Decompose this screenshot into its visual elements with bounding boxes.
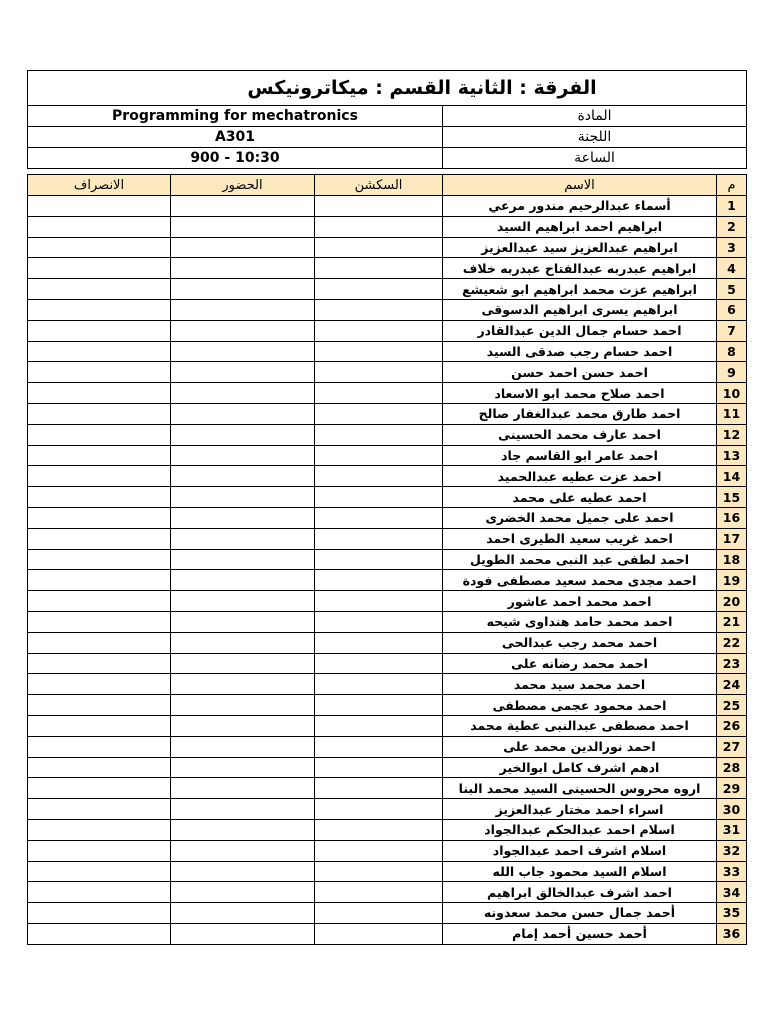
section-cell[interactable] bbox=[315, 424, 443, 445]
table-row bbox=[28, 757, 747, 778]
section-cell[interactable] bbox=[315, 258, 443, 279]
table-row bbox=[28, 362, 747, 383]
departure-cell[interactable] bbox=[28, 237, 171, 258]
committee-label: اللجنة bbox=[443, 127, 747, 148]
student-name: ابراهيم عبدالعزيز سيد عبدالعزيز bbox=[443, 237, 717, 258]
student-name: احمد حسن احمد حسن bbox=[443, 362, 717, 383]
departure-cell[interactable] bbox=[28, 299, 171, 320]
section-cell[interactable] bbox=[315, 715, 443, 736]
row-number: 33 bbox=[717, 861, 747, 882]
student-name: ادهم اشرف كامل ابوالخير bbox=[443, 757, 717, 778]
row-number: 23 bbox=[717, 653, 747, 674]
table-row bbox=[28, 216, 747, 237]
departure-cell[interactable] bbox=[28, 362, 171, 383]
attendance-cell[interactable] bbox=[171, 591, 315, 612]
row-number: 32 bbox=[717, 840, 747, 861]
departure-cell[interactable] bbox=[28, 923, 171, 944]
row-number: 2 bbox=[717, 216, 747, 237]
section-cell[interactable] bbox=[315, 362, 443, 383]
departure-cell[interactable] bbox=[28, 424, 171, 445]
section-cell[interactable] bbox=[315, 216, 443, 237]
title-cell bbox=[28, 71, 747, 106]
student-name: احمد محمد سيد محمد bbox=[443, 674, 717, 695]
table-row bbox=[28, 279, 747, 300]
column-header-name: الاسم bbox=[443, 175, 717, 196]
row-number: 36 bbox=[717, 923, 747, 944]
row-number: 1 bbox=[717, 196, 747, 217]
section-cell[interactable] bbox=[315, 549, 443, 570]
column-header-attendance: الحضور bbox=[171, 175, 315, 196]
row-number: 16 bbox=[717, 507, 747, 528]
student-name: ابراهيم احمد ابراهيم السيد bbox=[443, 216, 717, 237]
table-row bbox=[28, 466, 747, 487]
student-name: أحمد جمال حسن محمد سعدونه bbox=[443, 903, 717, 924]
committee-value: A301 bbox=[28, 127, 443, 148]
section-cell[interactable] bbox=[315, 487, 443, 508]
section-cell[interactable] bbox=[315, 903, 443, 924]
section-cell[interactable] bbox=[315, 799, 443, 820]
attendance-cell[interactable] bbox=[171, 778, 315, 799]
roster-header-row bbox=[28, 175, 747, 196]
row-number: 14 bbox=[717, 466, 747, 487]
student-name: اسلام السيد محمود جاب الله bbox=[443, 861, 717, 882]
student-name: أسماء عبدالرحيم مندور مرعي bbox=[443, 196, 717, 217]
student-name: احمد طارق محمد عبدالغفار صالح bbox=[443, 403, 717, 424]
attendance-cell[interactable] bbox=[171, 819, 315, 840]
student-name: ابراهيم عزت محمد ابراهيم ابو شعيشع bbox=[443, 279, 717, 300]
table-row bbox=[28, 570, 747, 591]
departure-cell[interactable] bbox=[28, 445, 171, 466]
attendance-cell[interactable] bbox=[171, 299, 315, 320]
departure-cell[interactable] bbox=[28, 196, 171, 217]
row-number: 19 bbox=[717, 570, 747, 591]
section-cell[interactable] bbox=[315, 279, 443, 300]
departure-cell[interactable] bbox=[28, 258, 171, 279]
table-row bbox=[28, 591, 747, 612]
departure-cell[interactable] bbox=[28, 403, 171, 424]
section-cell[interactable] bbox=[315, 674, 443, 695]
attendance-cell[interactable] bbox=[171, 799, 315, 820]
attendance-cell[interactable] bbox=[171, 196, 315, 217]
student-name: احمد حسام جمال الدين عبدالقادر bbox=[443, 320, 717, 341]
departure-cell[interactable] bbox=[28, 279, 171, 300]
departure-cell[interactable] bbox=[28, 674, 171, 695]
row-number: 4 bbox=[717, 258, 747, 279]
departure-cell[interactable] bbox=[28, 778, 171, 799]
student-name: أحمد حسين أحمد إمام bbox=[443, 923, 717, 944]
student-name: احمد عطيه على محمد bbox=[443, 487, 717, 508]
student-name: احمد على جميل محمد الخضرى bbox=[443, 507, 717, 528]
table-row bbox=[28, 653, 747, 674]
row-number: 9 bbox=[717, 362, 747, 383]
section-cell[interactable] bbox=[315, 882, 443, 903]
table-row bbox=[28, 237, 747, 258]
departure-cell[interactable] bbox=[28, 819, 171, 840]
section-cell[interactable] bbox=[315, 196, 443, 217]
row-number: 30 bbox=[717, 799, 747, 820]
section-cell[interactable] bbox=[315, 445, 443, 466]
departure-cell[interactable] bbox=[28, 695, 171, 716]
student-name: احمد صلاح محمد ابو الاسعاد bbox=[443, 383, 717, 404]
attendance-cell[interactable] bbox=[171, 861, 315, 882]
student-name: اسراء احمد مختار عبدالعزيز bbox=[443, 799, 717, 820]
departure-cell[interactable] bbox=[28, 487, 171, 508]
section-cell[interactable] bbox=[315, 695, 443, 716]
table-row bbox=[28, 819, 747, 840]
row-number: 7 bbox=[717, 320, 747, 341]
table-row bbox=[28, 487, 747, 508]
table-row bbox=[28, 299, 747, 320]
student-name: احمد نورالدين محمد على bbox=[443, 736, 717, 757]
attendance-cell[interactable] bbox=[171, 695, 315, 716]
row-number: 35 bbox=[717, 903, 747, 924]
departure-cell[interactable] bbox=[28, 466, 171, 487]
departure-cell[interactable] bbox=[28, 549, 171, 570]
attendance-cell[interactable] bbox=[171, 424, 315, 445]
section-cell[interactable] bbox=[315, 528, 443, 549]
row-number: 12 bbox=[717, 424, 747, 445]
section-cell[interactable] bbox=[315, 383, 443, 404]
attendance-cell[interactable] bbox=[171, 923, 315, 944]
section-cell[interactable] bbox=[315, 507, 443, 528]
student-name: اسلام احمد عبدالحكم عبدالجواد bbox=[443, 819, 717, 840]
table-row bbox=[28, 383, 747, 404]
row-number: 6 bbox=[717, 299, 747, 320]
table-row bbox=[28, 507, 747, 528]
attendance-cell[interactable] bbox=[171, 653, 315, 674]
section-cell[interactable] bbox=[315, 923, 443, 944]
section-cell[interactable] bbox=[315, 861, 443, 882]
table-row bbox=[28, 424, 747, 445]
time-value: 900 - 10:30 bbox=[28, 148, 443, 169]
student-name: احمد حسام رجب صدقى السيد bbox=[443, 341, 717, 362]
row-number: 29 bbox=[717, 778, 747, 799]
table-row bbox=[28, 445, 747, 466]
attendance-cell[interactable] bbox=[171, 279, 315, 300]
departure-cell[interactable] bbox=[28, 507, 171, 528]
attendance-cell[interactable] bbox=[171, 383, 315, 404]
attendance-cell[interactable] bbox=[171, 466, 315, 487]
attendance-cell[interactable] bbox=[171, 237, 315, 258]
attendance-cell[interactable] bbox=[171, 258, 315, 279]
section-cell[interactable] bbox=[315, 299, 443, 320]
attendance-cell[interactable] bbox=[171, 757, 315, 778]
attendance-cell[interactable] bbox=[171, 882, 315, 903]
table-row bbox=[28, 196, 747, 217]
department-title: القسم : ميكاترونيكس bbox=[247, 77, 452, 99]
table-row bbox=[28, 903, 747, 924]
attendance-cell[interactable] bbox=[171, 611, 315, 632]
departure-cell[interactable] bbox=[28, 757, 171, 778]
table-row bbox=[28, 632, 747, 653]
table-row bbox=[28, 341, 747, 362]
attendance-cell[interactable] bbox=[171, 216, 315, 237]
row-number: 22 bbox=[717, 632, 747, 653]
time-label: الساعة bbox=[443, 148, 747, 169]
departure-cell[interactable] bbox=[28, 715, 171, 736]
section-cell[interactable] bbox=[315, 466, 443, 487]
departure-cell[interactable] bbox=[28, 528, 171, 549]
table-row bbox=[28, 736, 747, 757]
attendance-cell[interactable] bbox=[171, 403, 315, 424]
section-cell[interactable] bbox=[315, 237, 443, 258]
row-number: 31 bbox=[717, 819, 747, 840]
student-name: احمد غريب سعيد الطيرى احمد bbox=[443, 528, 717, 549]
section-cell[interactable] bbox=[315, 632, 443, 653]
attendance-cell[interactable] bbox=[171, 903, 315, 924]
departure-cell[interactable] bbox=[28, 320, 171, 341]
attendance-cell[interactable] bbox=[171, 840, 315, 861]
attendance-cell[interactable] bbox=[171, 507, 315, 528]
table-row bbox=[28, 695, 747, 716]
departure-cell[interactable] bbox=[28, 611, 171, 632]
table-row bbox=[28, 715, 747, 736]
attendance-cell[interactable] bbox=[171, 528, 315, 549]
table-row bbox=[28, 882, 747, 903]
column-header-section: السكشن bbox=[315, 175, 443, 196]
departure-cell[interactable] bbox=[28, 341, 171, 362]
row-number: 13 bbox=[717, 445, 747, 466]
student-roster-table bbox=[27, 174, 747, 945]
section-cell[interactable] bbox=[315, 570, 443, 591]
attendance-cell[interactable] bbox=[171, 320, 315, 341]
table-row bbox=[28, 799, 747, 820]
attendance-cell[interactable] bbox=[171, 570, 315, 591]
table-row bbox=[28, 778, 747, 799]
student-name: اسلام اشرف احمد عبدالجواد bbox=[443, 840, 717, 861]
departure-cell[interactable] bbox=[28, 591, 171, 612]
section-cell[interactable] bbox=[315, 757, 443, 778]
departure-cell[interactable] bbox=[28, 632, 171, 653]
section-cell[interactable] bbox=[315, 611, 443, 632]
table-row bbox=[28, 861, 747, 882]
student-name: احمد عزت عطيه عبدالحميد bbox=[443, 466, 717, 487]
row-number: 18 bbox=[717, 549, 747, 570]
row-number: 11 bbox=[717, 403, 747, 424]
departure-cell[interactable] bbox=[28, 653, 171, 674]
student-name: احمد مجدى محمد سعيد مصطفى فودة bbox=[443, 570, 717, 591]
row-number: 21 bbox=[717, 611, 747, 632]
departure-cell[interactable] bbox=[28, 840, 171, 861]
section-cell[interactable] bbox=[315, 653, 443, 674]
table-row bbox=[28, 674, 747, 695]
section-cell[interactable] bbox=[315, 778, 443, 799]
row-number: 8 bbox=[717, 341, 747, 362]
row-number: 26 bbox=[717, 715, 747, 736]
row-number: 27 bbox=[717, 736, 747, 757]
departure-cell[interactable] bbox=[28, 736, 171, 757]
student-name: احمد محمود عجمى مصطفى bbox=[443, 695, 717, 716]
subject-value: Programming for mechatronics bbox=[28, 106, 443, 127]
attendance-cell[interactable] bbox=[171, 487, 315, 508]
student-name: اروه محروس الحسينى السيد محمد البنا bbox=[443, 778, 717, 799]
attendance-cell[interactable] bbox=[171, 362, 315, 383]
student-name: احمد محمد احمد عاشور bbox=[443, 591, 717, 612]
student-name: احمد مصطفى عبدالنبى عطية محمد bbox=[443, 715, 717, 736]
row-number: 17 bbox=[717, 528, 747, 549]
attendance-cell[interactable] bbox=[171, 549, 315, 570]
attendance-cell[interactable] bbox=[171, 674, 315, 695]
subject-label: المادة bbox=[443, 106, 747, 127]
table-row bbox=[28, 528, 747, 549]
departure-cell[interactable] bbox=[28, 216, 171, 237]
table-row bbox=[28, 840, 747, 861]
row-number: 25 bbox=[717, 695, 747, 716]
student-name: احمد اشرف عبدالخالق ابراهيم bbox=[443, 882, 717, 903]
departure-cell[interactable] bbox=[28, 799, 171, 820]
student-name: ابراهيم يسرى ابراهيم الدسوقى bbox=[443, 299, 717, 320]
column-header-departure: الانصراف bbox=[28, 175, 171, 196]
attendance-cell[interactable] bbox=[171, 341, 315, 362]
attendance-cell[interactable] bbox=[171, 632, 315, 653]
departure-cell[interactable] bbox=[28, 383, 171, 404]
section-cell[interactable] bbox=[315, 819, 443, 840]
student-name: احمد محمد رضانه على bbox=[443, 653, 717, 674]
student-name: احمد عارف محمد الحسينى bbox=[443, 424, 717, 445]
row-number: 28 bbox=[717, 757, 747, 778]
attendance-cell[interactable] bbox=[171, 736, 315, 757]
section-cell[interactable] bbox=[315, 736, 443, 757]
table-row bbox=[28, 320, 747, 341]
student-name: احمد لطفى عبد النبى محمد الطويل bbox=[443, 549, 717, 570]
table-row bbox=[28, 923, 747, 944]
student-name: احمد عامر ابو القاسم جاد bbox=[443, 445, 717, 466]
section-cell[interactable] bbox=[315, 320, 443, 341]
table-row bbox=[28, 258, 747, 279]
departure-cell[interactable] bbox=[28, 861, 171, 882]
year-title: الفرقة : الثانية bbox=[457, 77, 597, 99]
table-row bbox=[28, 549, 747, 570]
row-number: 15 bbox=[717, 487, 747, 508]
row-number: 3 bbox=[717, 237, 747, 258]
section-cell[interactable] bbox=[315, 840, 443, 861]
row-number: 10 bbox=[717, 383, 747, 404]
row-number: 5 bbox=[717, 279, 747, 300]
departure-cell[interactable] bbox=[28, 570, 171, 591]
attendance-cell[interactable] bbox=[171, 715, 315, 736]
section-cell[interactable] bbox=[315, 591, 443, 612]
section-cell[interactable] bbox=[315, 341, 443, 362]
section-cell[interactable] bbox=[315, 403, 443, 424]
departure-cell[interactable] bbox=[28, 882, 171, 903]
row-number: 34 bbox=[717, 882, 747, 903]
row-number: 20 bbox=[717, 591, 747, 612]
table-row bbox=[28, 611, 747, 632]
student-name: احمد محمد رجب عبدالحى bbox=[443, 632, 717, 653]
departure-cell[interactable] bbox=[28, 903, 171, 924]
exam-header-table bbox=[27, 70, 747, 169]
row-number: 24 bbox=[717, 674, 747, 695]
student-name: ابراهيم عبدربه عبدالفتاح عبدربه خلاف bbox=[443, 258, 717, 279]
attendance-cell[interactable] bbox=[171, 445, 315, 466]
student-name: احمد محمد حامد هنداوى شيحه bbox=[443, 611, 717, 632]
column-header-num: م bbox=[717, 175, 747, 196]
table-row bbox=[28, 403, 747, 424]
